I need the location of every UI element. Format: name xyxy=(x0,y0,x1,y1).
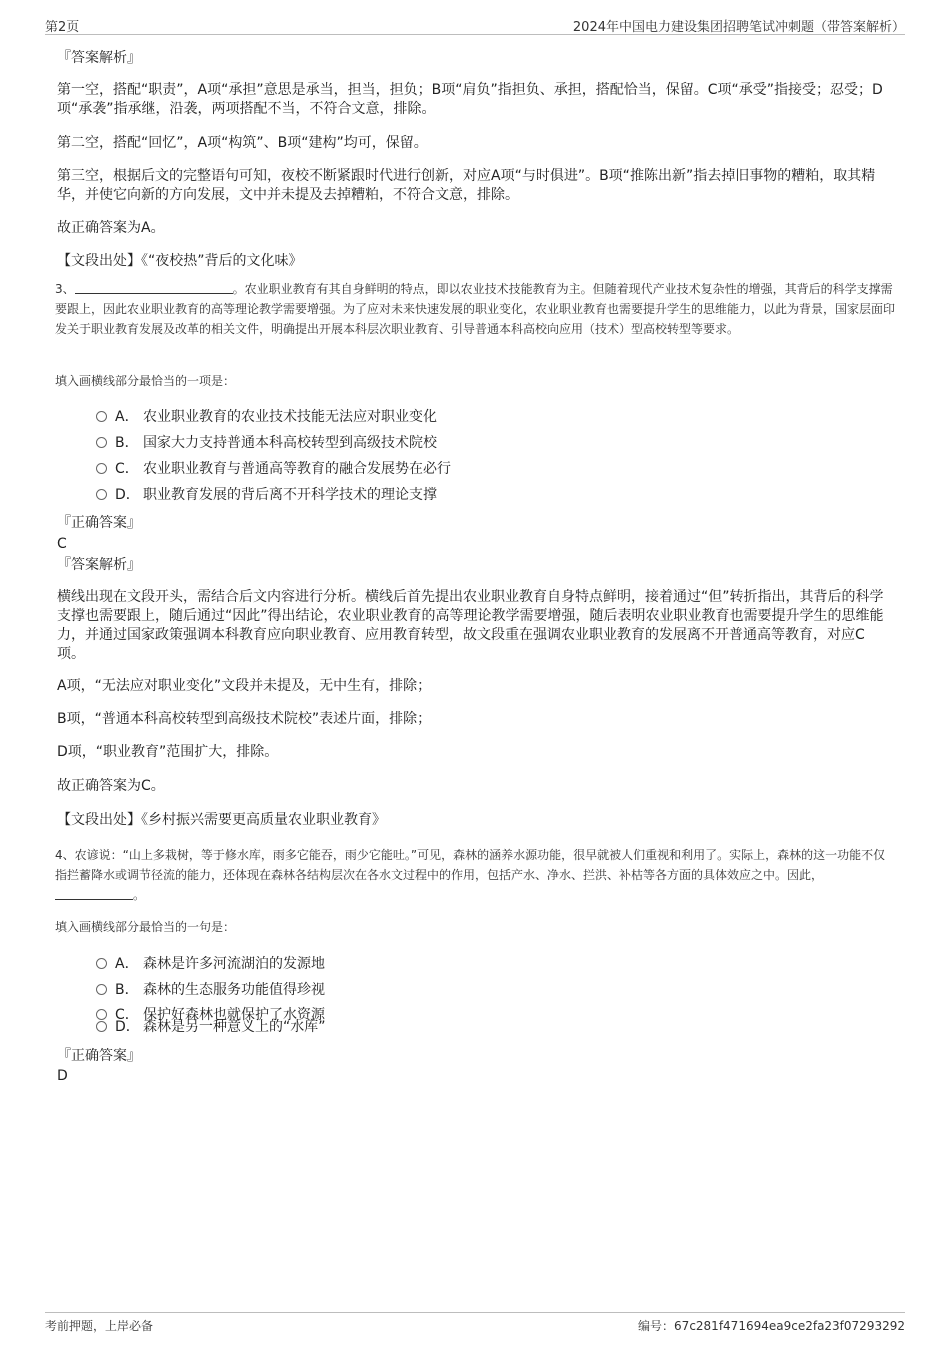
q2-analysis-para1: 第一空，搭配“职责”，A项“承担”意思是承当，担当，担负；B项“肩负”指担负、承担，搭配恰当，保留。C项“承受”指接受；忍受；D项“承袭”指承继，沿袭，两项搭配不当，不符合文意，排除。 xyxy=(57,82,883,117)
q3-option-d[interactable]: D． 职业教育发展的背后离不开科学技术的理论支撑 xyxy=(96,486,437,504)
q4-answer-label: 『正确答案』 xyxy=(57,1048,141,1064)
q2-analysis-para3: 第三空，根据后文的完整语句可知，夜校不断紧跟时代进行创新，对应A项“与时俱进”。B项“推陈出新”指去掉旧事物的糟粕，取其精华，并使它向新的方向发展，文中并未提及去掉糟粕，不符合文意，排除。 xyxy=(57,168,876,203)
q3-conclusion: 故正确答案为C。 xyxy=(57,778,165,794)
q4-answer: D xyxy=(57,1068,68,1084)
q3-answer: C xyxy=(57,536,67,552)
q3-source: 【文段出处】《乡村振兴需要更高质量农业职业教育》 xyxy=(57,812,386,828)
question-4: 4、农谚说：“山上多栽树，等于修水库，雨多它能吞，雨少它能吐。”可见，森林的涵养水源功能，很早就被人们重视和利用了。实际上，森林的这一功能不仅指拦蓄降水或调节径流的能力，还体现在森林各结构层次在各水文过程中的作用，包括产水、净水、拦洪、补枯等各方面的具体效应之中。因此，。 xyxy=(55,848,886,902)
radio-icon[interactable] xyxy=(96,1021,107,1032)
radio-icon[interactable] xyxy=(96,411,107,422)
q3-answer-label: 『正确答案』 xyxy=(57,515,141,531)
document-title: 2024年中国电力建设集团招聘笔试冲刺题（带答案解析） xyxy=(572,20,905,35)
q4-option-d[interactable]: D． 森林是另一种意义上的“水库” xyxy=(96,1018,326,1036)
q3-analysis-para4: D项，“职业教育”范围扩大，排除。 xyxy=(57,744,279,760)
q3-option-b[interactable]: B． 国家大力支持普通本科高校转型到高级技术院校 xyxy=(96,434,437,452)
radio-icon[interactable] xyxy=(96,958,107,969)
question-3 xyxy=(55,279,895,339)
footer-slogan: 考前押题，上岸必备 xyxy=(45,1319,154,1333)
q3-analysis-para3: B项，“普通本科高校转型到高级技术院校”表述片面，排除； xyxy=(57,711,432,727)
q2-analysis-label: 『答案解析』 xyxy=(57,50,141,66)
q2-source: 【文段出处】《“夜校热”背后的文化味》 xyxy=(57,253,303,269)
radio-icon[interactable] xyxy=(96,984,107,995)
q2-analysis-para2: 第二空，搭配“回忆”，A项“构筑”、B项“建构”均可，保留。 xyxy=(57,135,428,151)
radio-icon[interactable] xyxy=(96,489,107,500)
question-3-number: 3、 xyxy=(55,282,75,296)
q3-analysis-para1: 横线出现在文段开头，需结合后文内容进行分析。横线后首先提出农业职业教育自身特点鲜明，接着通过“但”转折指出，其背后的科学支撑也需要跟上，随后通过“因此”得出结论，农业职业教育的高等理论教学需要增强，随后表明农业职业教育也需要提升学生的思维能力，并通过国家政策强调本科教育应向职业教育、应用教育转型，故文段重在强调农业职业教育的发展离不开普通高等教育，对应C项。 xyxy=(57,589,884,662)
page-header xyxy=(45,14,905,35)
q3-option-c[interactable]: C． 农业职业教育与普通高等教育的融合发展势在必行 xyxy=(96,460,451,478)
question-4-text: 4、农谚说：“山上多栽树，等于修水库，雨多它能吞，雨少它能吐。”可见，森林的涵养水源功能，很早就被人们重视和利用了。实际上，森林的这一功能不仅指拦蓄降水或调节径流的能力，还体现在森林各结构层次在各水文过程中的作用，包括产水、净水、拦洪、补枯等各方面的具体效应之中。因此， xyxy=(55,848,886,882)
document-id: 编号：67c281f471694ea9ce2fa23f07293292 xyxy=(638,1319,905,1333)
q3-analysis-para2: A项，“无法应对职业变化”文段并未提及，无中生有，排除； xyxy=(57,678,432,694)
radio-icon[interactable] xyxy=(96,463,107,474)
q4-option-b[interactable]: B． 森林的生态服务功能值得珍视 xyxy=(96,981,325,999)
radio-icon[interactable] xyxy=(96,437,107,448)
question-3-text: 。农业职业教育有其自身鲜明的特点，即以农业技术技能教育为主。但随着现代产业技术复杂性的增强，其背后的科学支撑需要跟上，因此农业职业教育的高等理论教学需要增强。为了应对未来快速发展的职业变化，农业职业教育也需要提升学生的思维能力，以此为背景，国家层面印发关于职业教育发展及改革的相关文件，明确提出开展本科层次职业教育、引导普通本科高校向应用（技术）型高校转型等要求。 xyxy=(55,282,896,336)
q2-conclusion: 故正确答案为A。 xyxy=(57,220,165,236)
q4-option-c[interactable]: C． 保护好森林也就保护了水资源 xyxy=(96,1006,325,1024)
q3-analysis-label: 『答案解析』 xyxy=(57,557,141,573)
q4-option-a[interactable]: A． 森林是许多河流湖泊的发源地 xyxy=(96,955,325,973)
page-number: 第2页 xyxy=(45,20,80,35)
question-3-prompt: 填入画横线部分最恰当的一项是： xyxy=(55,374,236,388)
fill-blank xyxy=(55,887,133,900)
fill-blank xyxy=(75,281,233,294)
q3-option-a[interactable]: A． 农业职业教育的农业技术技能无法应对职业变化 xyxy=(96,408,437,426)
page-footer xyxy=(45,1312,905,1337)
question-4-prompt: 填入画横线部分最恰当的一句是： xyxy=(55,920,236,934)
